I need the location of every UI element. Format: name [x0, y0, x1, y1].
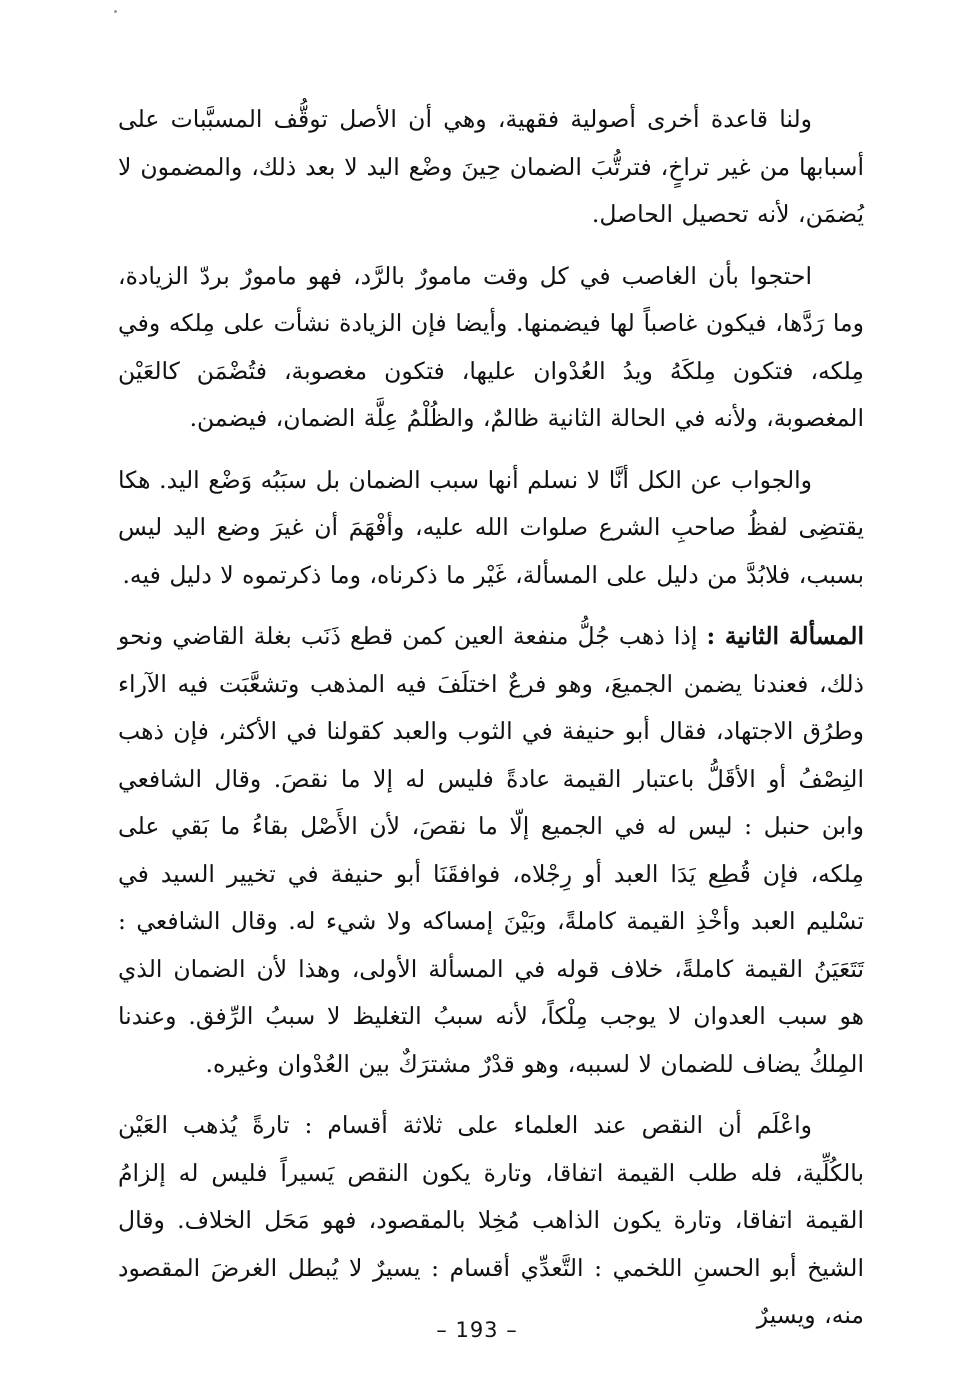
paragraph-4-text: إذا ذهب جُلُّ منفعة العين كمن قطع ذَنَب بغلة القاضي ونحو ذلك، فعندنا يضمن الجميعَ، وهو فرعٌ اختلَفَ فيه المذهب وتشعَّبَت فيه الآراء وطرُق الاجتهاد، فقال أبو حنيفة في الثوب والعبد كقولنا في الأكثر، فإن ذهب النِصْفُ أو الأقَلُّ باعتبار القيمة عادةً فليس له إلا ما نقصَ. وقال الشافعي وابن حنبل : ليس له في الجميع إلّا ما نقصَ، لأن الأَصْل بقاءُ ما بَقي على مِلكه، فإن قُطِع يَدَا العبد أو رِجْلاه، فوافقَنَا أبو حنيفة في تخيير السيد في تسْليم العبد وأخْذِ القيمة كاملةً، وبَيْنَ إمساكه ولا شيء له. وقال الشافعي : تَتَعَيَنُ القيمة كاملةً، خلاف قوله في المسألة الأولى، وهذا لأن الضمان الذي هو سبب العدوان لا يوجب مِلْكاً، لأنه سببُ التغليظ لا سببُ الرِّفق. وعندنا المِلكُ يضاف للضمان لا لسببه، وهو قدْرٌ مشترَكٌ بين العُدْوان وغيره.	[118, 622, 864, 1078]
paragraph-5	[118, 1102, 864, 1340]
paragraph-3-text: والجواب عن الكل أنَّا لا نسلم أنها سبب الضمان بل سبَبُه وَضْع اليد. هكا يقتضِى لفظُ صاحبِ الشرع صلوات الله عليه، وأفْهَمَ أن غيرَ وضع اليد ليس بسبب، فلابُدَّ من دليل على المسألة، غَيْر ما ذكرناه، وما ذكرتموه لا دليل فيه.	[118, 465, 864, 589]
paragraph-1	[118, 96, 864, 239]
paragraph-2-text: احتجوا بأن الغاصب في كل وقت مامورٌ بالرَّد، فهو مامورٌ بردّ الزيادة، وما رَدَّها، فيكون غاصباً لها فيضمنها. وأيضا فإن الزيادة نشأت على مِلكه وفي مِلكه، فتكون مِلكَهُ ويدُ العُدْوان عليها، فتكون مغصوبة، فتُضْمَن كالعَيْن المغصوبة، ولأنه في الحالة الثانية ظالمٌ، والظُلْمُ عِلَّة الضمان، فيضمن.	[118, 261, 864, 432]
paragraph-2	[118, 253, 864, 443]
section-heading-second-issue: المسألة الثانية :	[706, 622, 864, 650]
paragraph-5-text: واعْلَم أن النقص عند العلماء على ثلاثة أقسام : تارةً يُذهب العَيْن بالكُلِّية، فله طلب القيمة اتفاقا، وتارة يكون النقص يَسيراً فليس له إلزامُ القيمة اتفاقا، وتارة يكون الذاهب مُخِلا بالمقصود، فهو مَحَل الخلاف. وقال الشيخ أبو الحسنِ اللخمي : التَّعدِّي أقسام : يسيرٌ لا يُبطل الغرضَ المقصود منه، ويسيرٌ	[118, 1111, 864, 1329]
paragraph-3	[118, 457, 864, 600]
main-text-block	[118, 96, 864, 1354]
paragraph-4	[118, 613, 864, 1088]
paragraph-1-text: ولنا قاعدة أخرى أصولية فقهية، وهي أن الأصل توقُّف المسبَّبات على أسبابها من غير تراخٍ، فترتُّبَ الضمان حِينَ وضْع اليد لا بعد ذلك، والمضمون لا يُضمَن، لأنه تحصيل الحاصل.	[118, 105, 864, 228]
scan-speck	[114, 10, 117, 13]
page-number: – 193 –	[436, 1318, 518, 1342]
